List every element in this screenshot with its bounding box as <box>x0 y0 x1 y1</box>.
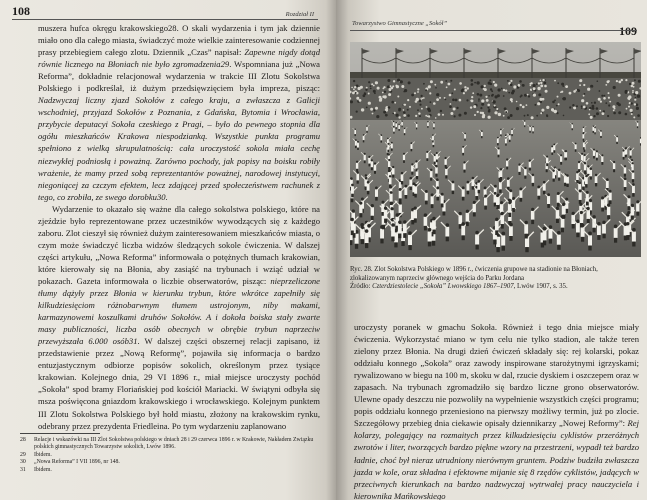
page-number: 109 <box>619 24 637 38</box>
text-run: . Wspomniana już „Nowa Reforma”, dokładnie relacjonował wydarzenia w trakcie III Zlotu Sokolstwa Polskiego i podkreślał, iż dużym przedsięwzięciem była impreza, pisząc: <box>38 59 320 94</box>
footnote-rule <box>20 433 100 434</box>
footnote-number: 28 <box>20 437 26 443</box>
footnote-text: „Nowa Reforma” I VII 1896, nr 148. <box>34 459 120 466</box>
paragraph <box>38 22 320 203</box>
caption-source-rest: , Lwów 1907, s. 35. <box>513 283 568 291</box>
page-number: 108 <box>12 4 30 18</box>
body-text <box>354 321 639 500</box>
text-run: . W dalszej części obszernej relacji zapisano, iż przedstawienie przez „Nową Reformę”, pojawiła się informacja o bardzo entuzjastycznym odbiorze popisów sokolich, określonym przez tysiące krakowian. Kolejnego dnia, 29 VI 1896 r., miał miejsce uroczysty pochód „Sokoła” spod bramy Floriańskiej pod kościół Mariacki. W świątyni odbyła się msza poświęcona gniazdom krakowskiego i wrocławskiego. Kolejnym punktem III Zlotu Sokolstwa Polskiego był hołd miastu, złożony na krakowskim rynku, odebrany przez prezydenta Friedleina. Po tym wydarzeniu zaplanowano <box>38 336 320 431</box>
photo-graphic <box>350 42 641 257</box>
text-run: . <box>165 191 168 202</box>
running-head: Rozdział II <box>285 11 314 18</box>
header-rule <box>12 19 318 20</box>
caption-source-title: Czterdziestolecie „Sokoła” Lwowskiego 1867–1907 <box>372 283 514 291</box>
caption-text: Ryc. 28. Zlot Sokolstwa Polskiego w 1896 r., ćwiczenia grupowe na stadionie na Błoniach, zlokalizowanym naprzeciw głównego wejścia do Parku Jordana <box>350 266 598 282</box>
paragraph <box>354 321 639 500</box>
paragraph <box>38 203 320 432</box>
caption-source-label: Źródło: <box>350 283 373 291</box>
footnotes <box>20 433 320 474</box>
text-run: muszera hufca okręgu krakowskiego28. O skali wydarzenia i tym jak dziennie miało ono dla całego miasta, świadczyć może wielkie zainteresowanie codziennej prasy przebiegiem całego zlotu. Dziennik „Czas” napisał: <box>38 23 320 58</box>
running-head: Towarzystwo Gimnastyczne „Sokół” <box>352 20 448 27</box>
footnote-number: 31 <box>20 466 26 473</box>
footnote-text: Relacje i wskazówki na III Zlot Sokolstwa polskiego w dniach 28 i 29 czerwca 1896 r. w Krakowie, Nakładem Związku polskich gimnastycznych Towarzystw sokolich, Lwów 1896. <box>34 437 314 451</box>
footnote-text: Ibidem. <box>34 451 52 458</box>
quotation-text: Rej kolarzy, polegający na rozmaitych przez kilkudziesięciu cyklistów przeróżnych zwrotów i liter, tworzących bardzo piękne wzory na przestrzeni, wypadł też bardzo ładnie, choć był nieraz utrudniony nierównym gruntem. Podziw budziła zwłaszcza jazda w kole, oraz składna i efektowne mijanie się 8 rzędów cyklistów, jadących w przeciwnych kierunkach na bardzo nadzwyczaj wytrwałej pracy nauczyciela i kierownika Mańkowskiego <box>354 418 639 500</box>
text-run: uroczysty poranek w gmachu Sokoła. Również i tego dnia miejsce miały ćwiczenia. Wykorzystać miano w tym celu nie tylko stadion, ale także teren zielony przez Błonia. Na drugi dzień ćwiczeń składały się: rej kolarski, pokaz oddziału konnego „Sokoła” oraz zawody inspirowane starożytnymi igrzyskami; rywalizowano w biegu na 100 m, skoku w dal, rzucie dyskiem i oszczepem oraz w zapasach. Na trybunach zgromadziło się bardzo liczne grono obserwatorów. Ulewne opady deszczu nie pozwoliły na wypełnienie wszystkich części programu; popis oddziału konnego przeniesiono na pierwszy możliwy termin, już po zlocie. Szczegółowy przebieg dnia ciekawie opisały dziennikarzy „Nowej Reformy”: <box>354 322 639 429</box>
footnote-number: 30 <box>20 459 26 466</box>
header-rule <box>350 30 637 31</box>
quotation-text: nieprzeliczone tłumy dążyły przez Błonia w kierunku trybun, które wkrótce zapełniły się kilkudziesięciom różnobarwnym tłumem ustrojonym, niby makami, karmazynowemi koszulkami druhów Sokołów. A i dokoła boiska stały zwarte masy publiczności, liczba osób obecnych w obrębie trybun naprzeciw przewyższała 6.000 osób31 <box>38 275 320 347</box>
text-run: Wydarzenie to okazało się ważne dla całego sokolstwa polskiego, które na zjeździe było reprezentowane przez uczestników wywodzących się z każdego zaboru. Zlot cieszył się również dużym zainteresowaniem mieszkańców miasta, o czym może świadczyć liczba widzów śledzących sokole ćwiczenia. W dalszej części artykułu, „Nowa Reforma” informowała o potężnych tłumach krakowian, które kierowały się na Błonia, aby zasiąść na trybunach i wziąć udział w pokazach. Gazeta informowała o liczbie obserwatorów, pisząc: <box>38 203 320 286</box>
quotation-text: Zapewne nigdy dotąd równie licznego na Błoniach nie było zgromadzenia29 <box>38 47 320 70</box>
footnote <box>20 437 320 452</box>
right-page <box>336 0 647 500</box>
body-text <box>38 22 320 432</box>
footnote-text: Ibidem. <box>34 466 52 473</box>
quotation-text: Nadzwyczaj liczny zjazd Sokołów z całego kraju, a zwłaszcza z Galicji wschodniej, przyjazd Sokołów z Poznania, z Gdańska, Bytomia i Wrocławia, przybycie deputacyi Sokoła czeskiego z Pragi, – było do pewnego stopnia dla ogółu mieszkańców Krakowa niespodzianką. Wszystkie punkta programu spełniono z wielką skrupulatnością: cała uroczystość sokola miała cechę niezwykłej podniosłą i poważną. Zarówno pochody, jak popisy na boisku robiły wrażenie, że mamy przed sobą reprezentantów poważnej, narodowej instytucyi, niegoniącej za czczym efektem, lecz zdającej przed społeczeństwem rachunek z tego, co zrobiła, ze swego dorobku30 <box>38 95 320 202</box>
figure-caption <box>350 266 642 292</box>
footnote <box>20 459 320 466</box>
footnote-number: 29 <box>20 451 26 458</box>
footnote <box>20 467 320 474</box>
historical-photo <box>350 42 641 257</box>
